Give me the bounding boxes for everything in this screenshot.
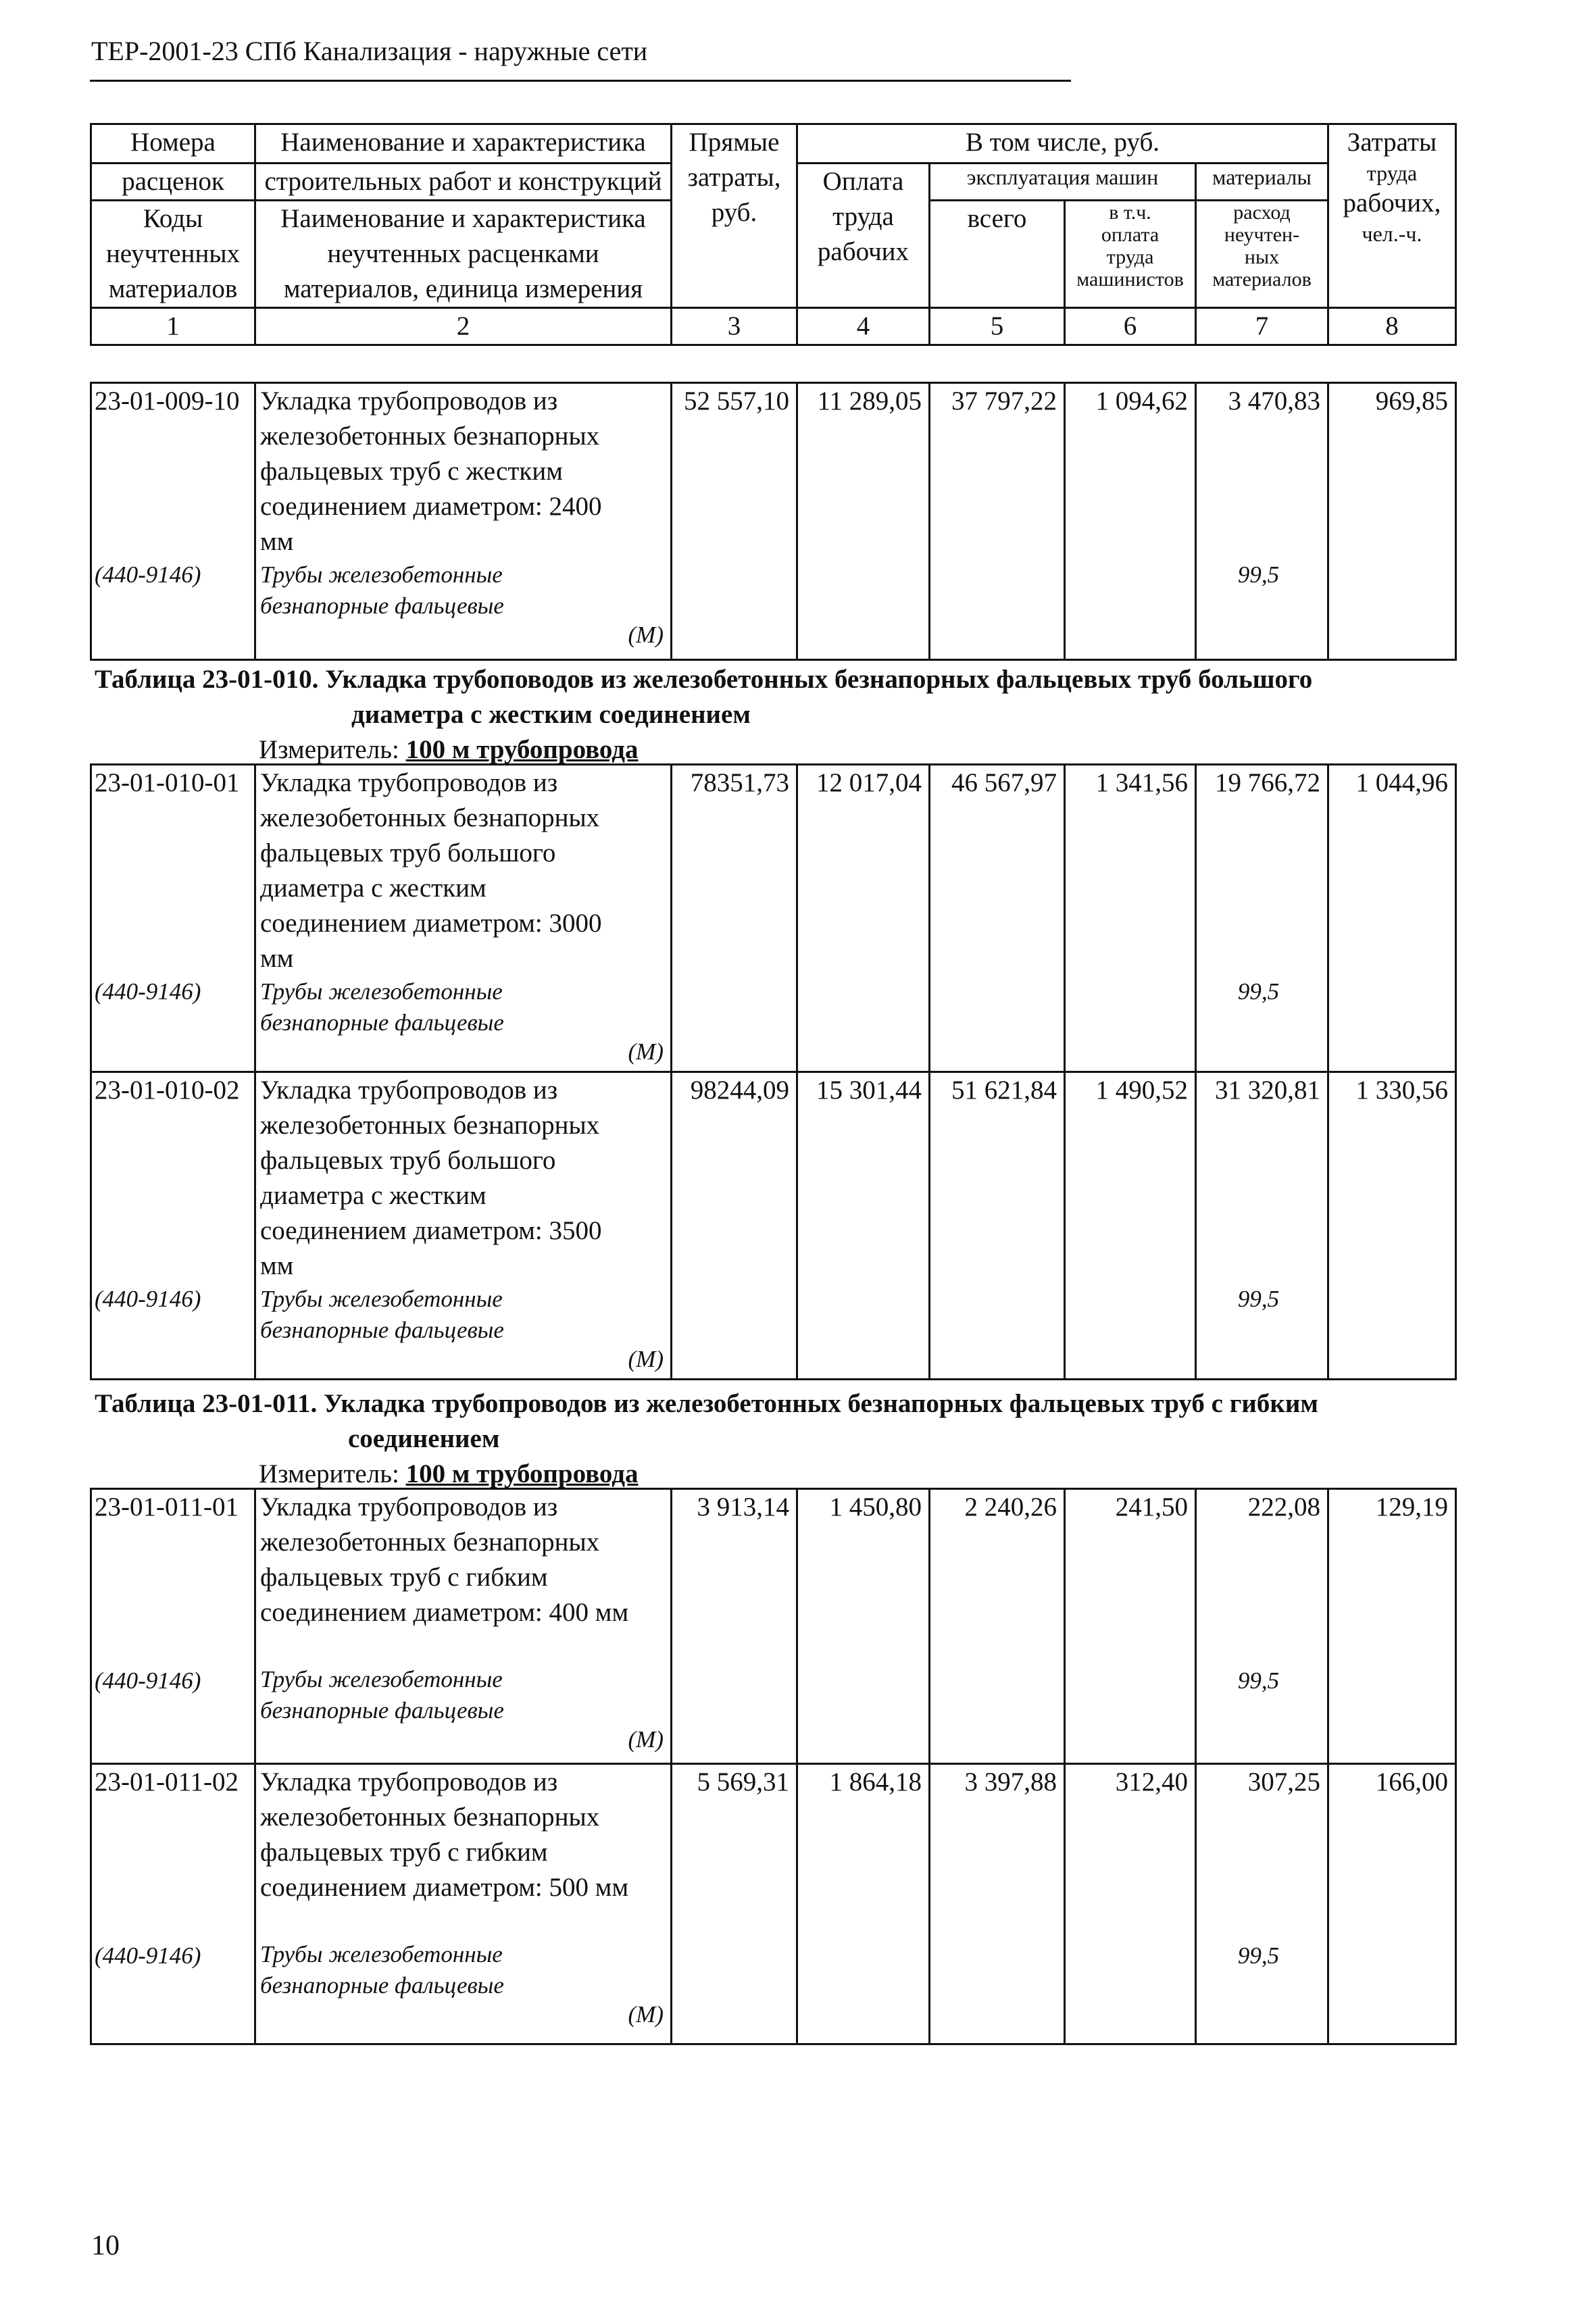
labor-hours: 969,85 (1328, 383, 1456, 660)
material-code: (440-9146) (95, 561, 201, 588)
rate-code: 23-01-011-02 (95, 1767, 239, 1796)
materials-header: материалы (1196, 164, 1328, 201)
machinist-wages: 1 094,62 (1065, 383, 1196, 660)
direct-cost: 5 569,31 (672, 1764, 797, 2044)
material-name: Трубы железобетонные (260, 1286, 503, 1312)
machines-total: 37 797,22 (930, 383, 1065, 660)
col1-header-top-2: расценок (91, 164, 255, 201)
material-name: Трубы железобетонные (260, 978, 503, 1005)
machines-header: эксплуатация машин (930, 164, 1196, 201)
col-number: 6 (1065, 308, 1196, 345)
col-number: 3 (672, 308, 797, 345)
material-name: Трубы железобетонные (260, 1666, 503, 1692)
table-row: 23-01-009-10 (440-9146) Укладка трубопроводов из железобетонных безнапорных фальцевых труб с жестким соединением диаметром: 2400 мм Трубы железобетонные безнапорные фальцевые (М) 52 557,10 11 289,05 37 797,22 1 094,62 3 470,83 99,5 969,85 (91, 383, 1456, 660)
labor-hours: 166,00 (1328, 1764, 1456, 2044)
machines-total: 51 621,84 (930, 1072, 1065, 1380)
incl-header: В том числе, руб. (797, 124, 1328, 164)
col2-header-bottom: Наименование и характеристика неучтенных расценками материалов, единица измерения (255, 201, 672, 308)
table-row: 23-01-011-01 (440-9146) Укладка трубопроводов из железобетонных безнапорных фальцевых труб с гибким соединением диаметром: 400 мм Трубы железобетонные безнапорные фальцевые (М) 3 913,14 1 450,80 2 240,26 241,50 222,08 99,5 129,19 (91, 1489, 1456, 1764)
labor-hours: 1 044,96 (1328, 765, 1456, 1072)
materials-cost: 31 320,81 (1215, 1076, 1320, 1105)
measure-010: Измеритель: 100 м трубопровода (259, 735, 639, 764)
table-title-011: Таблица 23-01-011. Укладка трубопроводов из железобетонных безнапорных фальцевых труб с гибким соединением (95, 1389, 1318, 1453)
labor-hours: 1 330,56 (1328, 1072, 1456, 1380)
rates-table-010 (90, 763, 1455, 1380)
wages: 1 450,80 (797, 1489, 930, 1764)
rate-code: 23-01-011-01 (95, 1492, 239, 1521)
wages: 15 301,44 (797, 1072, 930, 1380)
material-code: (440-9146) (95, 1667, 201, 1694)
material-name: Трубы железобетонные (260, 561, 503, 588)
material-qty: 99,5 (1237, 1942, 1280, 1969)
column-header-table (90, 123, 1455, 346)
material-code: (440-9146) (95, 1942, 201, 1969)
rates-table-009 (90, 382, 1455, 661)
rate-code: 23-01-010-02 (95, 1076, 240, 1105)
col6-header: в т.ч. оплата труда машинистов (1065, 201, 1196, 308)
material-code: (440-9146) (95, 1286, 201, 1312)
page-title: ТЕР-2001-23 СПб Канализация - наружные сети (91, 36, 648, 66)
materials-cost: 307,25 (1247, 1767, 1320, 1796)
material-code: (440-9146) (95, 978, 201, 1005)
rates-table-011 (90, 1488, 1455, 2045)
header-rule (90, 80, 1071, 82)
table-row: 23-01-010-02 (440-9146) Укладка трубопроводов из железобетонных безнапорных фальцевых труб большого диаметра с жестким соединением диаметром: 3500 мм Трубы железобетонные безнапорные фальцевые (М) 98244,09 15 301,44 51 621,84 1 490,52 31 320,81 99,5 1 330,56 (91, 1072, 1456, 1380)
machines-total: 46 567,97 (930, 765, 1065, 1072)
machinist-wages: 312,40 (1065, 1764, 1196, 2044)
col1-header-bottom: Коды неучтенных материалов (91, 201, 255, 308)
col-number: 1 (91, 308, 255, 345)
materials-cost: 222,08 (1247, 1492, 1320, 1521)
col-number: 5 (930, 308, 1065, 345)
materials-cost: 3 470,83 (1228, 386, 1320, 416)
col5-header: всего (930, 201, 1065, 308)
rate-code: 23-01-010-01 (95, 768, 240, 797)
machinist-wages: 241,50 (1065, 1489, 1196, 1764)
col2-header-top: Наименование и характеристика (255, 124, 672, 164)
col-number: 8 (1328, 308, 1456, 345)
rate-code: 23-01-009-10 (95, 386, 240, 416)
table-row: 23-01-010-01 (440-9146) Укладка трубопроводов из железобетонных безнапорных фальцевых труб большого диаметра с жестким соединением диаметром: 3000 мм Трубы железобетонные безнапорные фальцевые (М) 78351,73 12 017,04 46 567,97 1 341,56 19 766,72 99,5 1 044,96 (91, 765, 1456, 1072)
direct-cost: 3 913,14 (672, 1489, 797, 1764)
wages: 12 017,04 (797, 765, 930, 1072)
materials-cost: 19 766,72 (1215, 768, 1320, 797)
material-qty: 99,5 (1237, 1286, 1280, 1312)
direct-cost: 98244,09 (672, 1072, 797, 1380)
col-number: 7 (1196, 308, 1328, 345)
direct-cost: 52 557,10 (672, 383, 797, 660)
col4-header: Оплата труда рабочих (797, 164, 930, 308)
table-title-010: Таблица 23-01-010. Укладка трубоповодов из железобетонных безнапорных фальцевых труб большого диаметра с жестким соединением (95, 665, 1313, 729)
wages: 1 864,18 (797, 1764, 930, 2044)
col3-header: Прямые затраты, руб. (672, 124, 797, 308)
col8-header: Затраты труда рабочих, чел.-ч. (1328, 124, 1456, 308)
material-name: Трубы железобетонные (260, 1941, 503, 1967)
page-number: 10 (91, 2230, 120, 2261)
col2-header-top-2: строительных работ и конструкций (255, 164, 672, 201)
material-qty: 99,5 (1237, 561, 1280, 588)
material-qty: 99,5 (1237, 1667, 1280, 1694)
table-row: 23-01-011-02 (440-9146) Укладка трубопроводов из железобетонных безнапорных фальцевых труб с гибким соединением диаметром: 500 мм Трубы железобетонные безнапорные фальцевые (М) 5 569,31 1 864,18 3 397,88 312,40 307,25 99,5 166,00 (91, 1764, 1456, 2044)
machines-total: 3 397,88 (930, 1764, 1065, 2044)
wages: 11 289,05 (797, 383, 930, 660)
machines-total: 2 240,26 (930, 1489, 1065, 1764)
col7-header: расход неучтен- ных материалов (1196, 201, 1328, 308)
col1-header-top: Номера (91, 124, 255, 164)
labor-hours: 129,19 (1328, 1489, 1456, 1764)
direct-cost: 78351,73 (672, 765, 797, 1072)
col-number: 4 (797, 308, 930, 345)
col-number: 2 (255, 308, 672, 345)
material-qty: 99,5 (1237, 978, 1280, 1005)
measure-011: Измеритель: 100 м трубопровода (259, 1459, 639, 1488)
machinist-wages: 1 341,56 (1065, 765, 1196, 1072)
machinist-wages: 1 490,52 (1065, 1072, 1196, 1380)
